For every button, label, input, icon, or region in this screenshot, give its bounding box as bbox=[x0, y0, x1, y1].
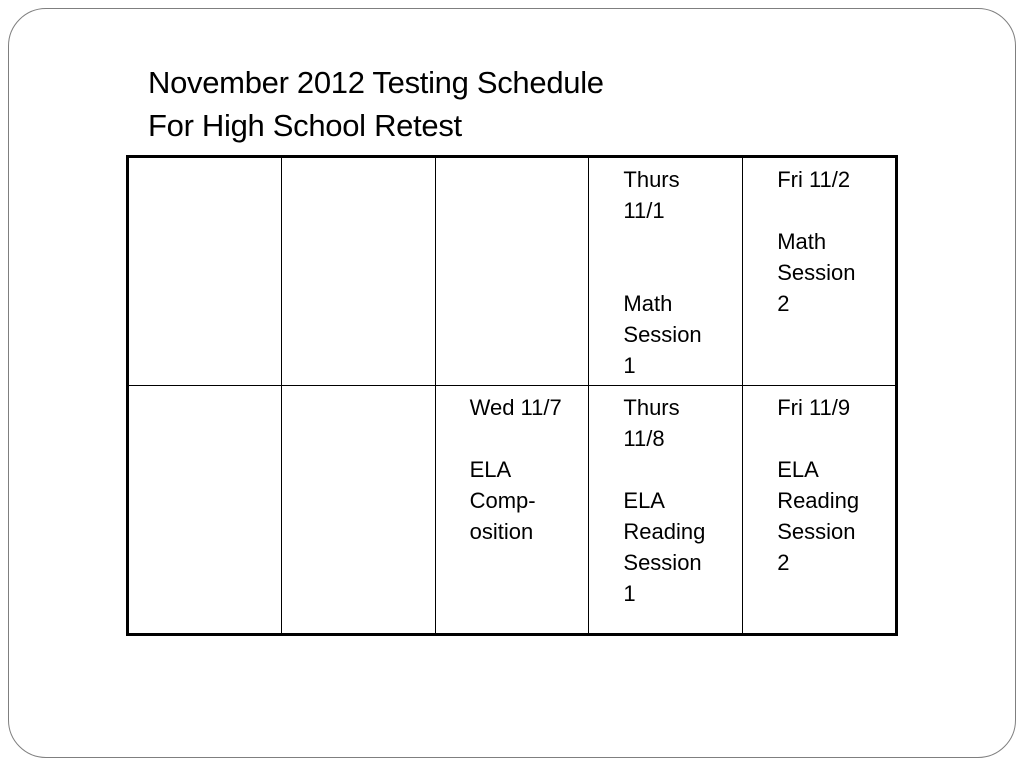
cell-spacer bbox=[470, 423, 581, 454]
cell-text-line: 2 bbox=[777, 550, 790, 575]
table-row bbox=[128, 386, 897, 635]
schedule-table-body bbox=[128, 157, 897, 635]
cell-text-line: Session bbox=[777, 519, 856, 544]
cell-text-line: Comp- bbox=[469, 488, 536, 513]
table-cell bbox=[743, 386, 897, 635]
title-line-2: For High School Retest bbox=[148, 108, 462, 143]
cell-text-line: Fri 11/9 bbox=[777, 395, 851, 420]
table-cell bbox=[589, 386, 743, 635]
cell-text-line: Wed 11/7 bbox=[469, 395, 562, 420]
cell-spacer bbox=[777, 195, 887, 226]
cell-text-line: Math bbox=[623, 291, 673, 316]
table-cell bbox=[281, 386, 435, 635]
cell-text-line: ELA bbox=[469, 457, 512, 482]
cell-text-line: osition bbox=[469, 519, 534, 544]
cell-spacer bbox=[623, 454, 734, 485]
table-cell bbox=[435, 157, 589, 386]
table-cell bbox=[128, 157, 282, 386]
cell-text-line: 11/1 bbox=[623, 198, 665, 223]
cell-text-line: Session bbox=[777, 260, 856, 285]
slide-title bbox=[148, 61, 604, 147]
cell-text-line: Thurs bbox=[623, 167, 680, 192]
cell-text-line: Math bbox=[777, 229, 827, 254]
table-cell bbox=[743, 157, 897, 386]
table-cell bbox=[589, 157, 743, 386]
title-line-1: November 2012 Testing Schedule bbox=[148, 65, 604, 100]
cell-text-line: ELA bbox=[623, 488, 665, 513]
cell-text-line: 1 bbox=[623, 353, 636, 378]
table-cell bbox=[435, 386, 589, 635]
cell-text-line: Fri 11/2 bbox=[777, 167, 851, 192]
cell-text-line: Session bbox=[623, 322, 702, 347]
cell-text-line: 2 bbox=[777, 291, 790, 316]
cell-spacer bbox=[623, 257, 734, 288]
cell-text-line: ELA bbox=[777, 457, 819, 482]
cell-spacer bbox=[777, 423, 887, 454]
cell-text-line: Reading bbox=[623, 519, 706, 544]
schedule-table bbox=[126, 155, 898, 636]
cell-text-line: Reading bbox=[777, 488, 860, 513]
cell-text-line: 11/8 bbox=[623, 426, 665, 451]
table-cell bbox=[281, 157, 435, 386]
table-row bbox=[128, 157, 897, 386]
cell-text-line: Thurs bbox=[623, 395, 680, 420]
cell-text-line: Session bbox=[623, 550, 702, 575]
cell-text-line: 1 bbox=[623, 581, 636, 606]
table-cell bbox=[128, 386, 282, 635]
cell-spacer bbox=[623, 226, 734, 257]
